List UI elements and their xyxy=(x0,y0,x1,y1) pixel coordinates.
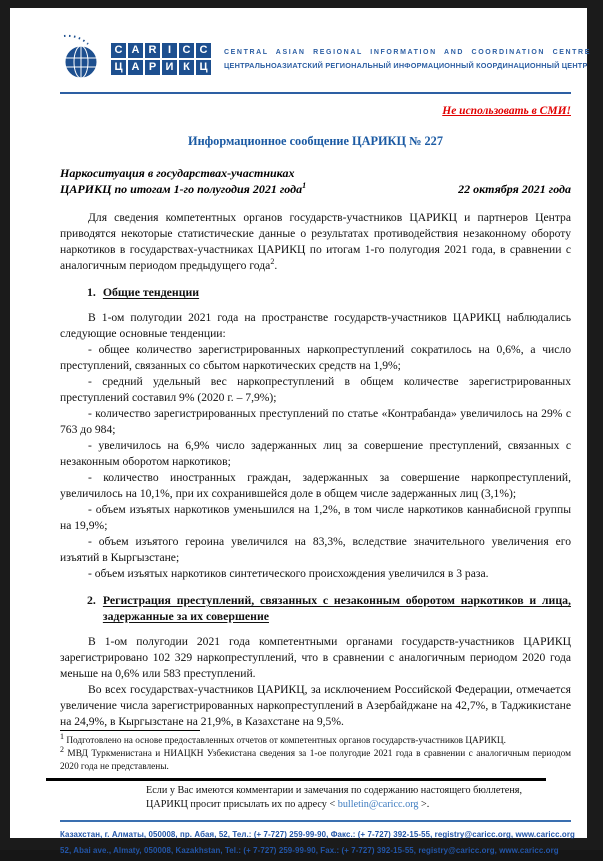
footnote-2: $^2$ МВД Туркменистана и НИАЦКН Узбекистана сведения за 1-ое полугодие 2021 года в сравнении с аналогичным периодом 2020 года не представлены. xyxy=(60,744,571,772)
trend-item: - количество зарегистрированных преступлений по статье «Контрабанда» увеличилось на 29% с 763 до 984; xyxy=(60,407,571,436)
trend-item: - увеличилось на 6,9% число задержанных лиц за совершение преступлений, связанных с незаконным оборотом наркотиков; xyxy=(60,439,571,468)
logo-tile: C xyxy=(196,43,211,58)
footer-rule xyxy=(60,820,571,822)
footer-address-english: 52, Abai ave., Almaty, 050008, Kazakhstan, Tel.: (+ 7-727) 259-99-90, Fax.: (+ 7-727) 392-15-55, registry@caricc.org, www.caricc.org xyxy=(60,846,559,855)
body xyxy=(60,197,571,730)
logo-tile: И xyxy=(162,60,177,75)
trend-item: - количество иностранных граждан, задержанных за совершение наркопреступлений, увеличилось на 10,1%, при их сохранившейся доле в общем числе задержанных лиц (3,1%); xyxy=(60,471,571,500)
logo-tile: К xyxy=(179,60,194,75)
globe-icon xyxy=(60,34,104,85)
logo-tile: Ц xyxy=(111,60,126,75)
footnote-1: $^1$ Подготовлено на основе предоставленных отчетов от компетентных органов государств-участников ЦАРИКЦ. xyxy=(60,731,506,746)
document-date: 22 октября 2021 года xyxy=(458,182,571,196)
footer-address-russian: Казахстан, г. Алматы, 050008, пр. Абая, 52, Тел.: (+ 7-727) 259-99-90, Факс.: (+ 7-727) 392-15-55, registry@caricc.org, www.caricc.org xyxy=(60,830,575,839)
org-name-english: CENTRAL ASIAN REGIONAL INFORMATION AND COORDINATION CENTRE xyxy=(224,49,591,56)
trend-item: - общее количество зарегистрированных наркопреступлений сократилось на 0,6%, а число преступлений, связанных со сбытом наркотических средств на 1,9%; xyxy=(60,343,571,372)
section-1-heading xyxy=(87,284,571,300)
logo-tile: Ц xyxy=(196,60,211,75)
footer xyxy=(60,829,575,861)
intro-paragraph: Для сведения компетентных органов государств-участников ЦАРИКЦ и партнеров Центра приводятся некоторые статистические данные о результатах противодействия незаконному обороту наркотиков в государствах-участниках ЦАРИКЦ по итогам 1-го полугодия 2021 года, в сравнении с аналогичным периодом предыдущего года$^2$. xyxy=(60,211,571,272)
logo-tile: C xyxy=(111,43,126,58)
trend-item: - объем изъятых наркотиков синтетического происхождения увеличился в 3 раза. xyxy=(88,567,489,580)
logo-tile: I xyxy=(162,43,177,58)
subject-line-2: ЦАРИКЦ по итогам 1-го полугодия 2021 года$^1$ xyxy=(60,181,307,196)
header-rule xyxy=(60,92,571,94)
feedback-note: Если у Вас имеются комментарии и замечания по содержанию настоящего бюллетеня, ЦАРИКЦ просит присылать их по адресу < bulletin@caricc.org >. xyxy=(146,785,523,810)
section-2-paragraph: Во всех государствах-участников ЦАРИКЦ, за исключением Российской Федерации, отмечается увеличение числа зарегистрированных наркопреступлений в Азербайджане на 42,7%, в Таджикистане на 24,9%, в Кыргызстане на 21,9%, в Казахстане на 9,5%. xyxy=(60,683,571,728)
logo-letter-tiles xyxy=(111,43,211,75)
footnote-2-ref: 2 xyxy=(60,744,64,754)
logo-tile: A xyxy=(128,43,143,58)
section-1-lead: В 1-ом полугодии 2021 года на пространстве государств-участников ЦАРИКЦ наблюдались следующие основные тенденции: xyxy=(60,311,571,340)
logo-tile: C xyxy=(179,43,194,58)
bulletin-email-link[interactable]: bulletin@caricc.org xyxy=(337,799,419,810)
trend-item: - объем изъятого героина увеличился на 83,3%, вследствие значительного увеличения его изъятий в Кыргызстане; xyxy=(60,535,571,564)
media-restriction-notice: Не использовать в СМИ! xyxy=(442,105,571,117)
subject-block xyxy=(60,165,306,197)
header xyxy=(60,32,591,85)
org-name-russian: ЦЕНТРАЛЬНОАЗИАТСКИЙ РЕГИОНАЛЬНЫЙ ИНФОРМАЦИОННЫЙ КООРДИНАЦИОННЫЙ ЦЕНТР xyxy=(224,61,588,70)
footnote-1-ref: 1 xyxy=(60,731,64,741)
footnote-ref-1: 1 xyxy=(302,181,307,190)
subject-line-1: Наркоситуация в государствах-участниках xyxy=(60,166,295,180)
thick-divider xyxy=(46,778,546,781)
section-2-number: 2. xyxy=(87,593,96,607)
section-1-title: Общие тенденции xyxy=(102,285,200,299)
subject-row xyxy=(60,165,571,197)
trend-item: - объем изъятых наркотиков уменьшился на 1,2%, в том числе наркотиков каннабисной группы на 19,9%; xyxy=(60,503,571,532)
section-2-paragraph: В 1-ом полугодии 2021 года компетентными органами государств-участников ЦАРИКЦ зарегистрировано 102 329 наркопреступлений, что в сравнении с аналогичным периодом 2020 года меньше на 0,6% или 583 преступлений. xyxy=(60,635,571,680)
section-2-title: Регистрация преступлений, связанных с незаконным оборотом наркотиков и лица, задержанные за их совершение xyxy=(102,593,571,623)
footnote-separator xyxy=(60,730,200,731)
org-names xyxy=(224,47,591,70)
logo-row-cyrillic xyxy=(111,60,211,75)
trend-item: - средний удельный вес наркопреступлений в общем количестве зарегистрированных преступлений составил 9% (2020 г. – 7,9%); xyxy=(60,375,571,404)
document-page xyxy=(10,8,591,855)
footnote-ref-2: 2 xyxy=(270,257,275,267)
logo-tile: R xyxy=(145,43,160,58)
document-title: Информационное сообщение ЦАРИКЦ № 227 xyxy=(188,134,443,148)
logo-tile: А xyxy=(128,60,143,75)
section-2-heading xyxy=(87,592,571,624)
section-1-number: 1. xyxy=(87,285,96,299)
logo-row-latin xyxy=(111,43,211,58)
logo-tile: Р xyxy=(145,60,160,75)
